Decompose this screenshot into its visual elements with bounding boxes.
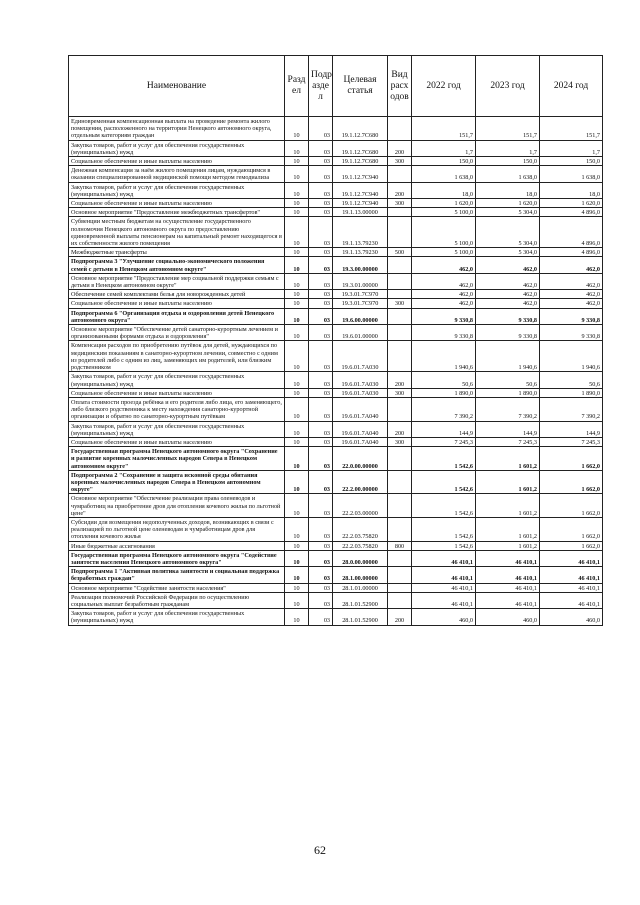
row-name-cell: Основное мероприятие "Содействие занятости населения" xyxy=(69,583,285,592)
row-target-article-cell: 28.1.01.00000 xyxy=(333,583,388,592)
row-name-cell: Закупка товаров, работ и услуг для обеспечения государственных (муниципальных) нужд xyxy=(69,182,285,198)
row-2024-cell: 4 896,0 xyxy=(540,208,603,217)
row-2024-cell: 1 662,0 xyxy=(540,541,603,550)
row-2022-cell: 1 890,0 xyxy=(412,388,476,397)
header-year-2023: 2023 год xyxy=(476,56,540,117)
row-expense-type-cell: 300 xyxy=(388,199,412,208)
row-2022-cell: 46 410,1 xyxy=(412,592,476,608)
table-row xyxy=(69,257,603,273)
row-2023-cell: 462,0 xyxy=(476,299,540,308)
row-expense-type-cell xyxy=(388,341,412,372)
row-2022-cell: 1 542,6 xyxy=(412,470,476,494)
row-name-cell: Реализация полномочий Российской Федерации по осуществлению социальных выплат безработным гражданам xyxy=(69,592,285,608)
header-year-2022: 2022 год xyxy=(412,56,476,117)
table-row xyxy=(69,217,603,248)
row-target-article-cell: 19.1.12.7С680 xyxy=(333,157,388,166)
row-razdel-cell: 10 xyxy=(285,217,309,248)
page-number: 62 xyxy=(314,843,326,857)
row-2024-cell: 1 638,0 xyxy=(540,166,603,182)
row-2023-cell: 1 601,2 xyxy=(476,447,540,471)
row-razdel-cell: 10 xyxy=(285,257,309,273)
row-expense-type-cell xyxy=(388,325,412,341)
row-expense-type-cell xyxy=(388,308,412,324)
row-expense-type-cell xyxy=(388,470,412,494)
row-2022-cell: 1 620,0 xyxy=(412,199,476,208)
row-razdel-cell: 10 xyxy=(285,388,309,397)
row-podrazdel-cell: 03 xyxy=(309,208,333,217)
row-2024-cell: 1 662,0 xyxy=(540,517,603,541)
row-2022-cell: 1,7 xyxy=(412,140,476,156)
row-razdel-cell: 10 xyxy=(285,421,309,437)
row-2023-cell: 46 410,1 xyxy=(476,550,540,566)
row-podrazdel-cell: 03 xyxy=(309,397,333,421)
row-razdel-cell: 10 xyxy=(285,166,309,182)
row-2023-cell: 462,0 xyxy=(476,257,540,273)
row-target-article-cell: 28.0.00.00000 xyxy=(333,550,388,566)
row-2023-cell: 1 601,2 xyxy=(476,494,540,518)
row-expense-type-cell xyxy=(388,257,412,273)
row-target-article-cell: 19.6.01.7А040 xyxy=(333,421,388,437)
row-target-article-cell: 19.3.01.7С970 xyxy=(333,290,388,299)
row-name-cell: Подпрограмма 2 "Сохранение и защита исконной среды обитания коренных малочисленных народов Севера в Ненецком автономном округе" xyxy=(69,470,285,494)
row-expense-type-cell: 500 xyxy=(388,248,412,257)
row-expense-type-cell xyxy=(388,583,412,592)
row-2022-cell: 5 100,0 xyxy=(412,208,476,217)
row-name-cell: Межбюджетные трансферты xyxy=(69,248,285,257)
budget-table xyxy=(68,55,603,626)
row-name-cell: Обеспечение семей комплектами белья для новорожденных детей xyxy=(69,290,285,299)
row-target-article-cell: 19.1.12.7С940 xyxy=(333,166,388,182)
row-2023-cell: 1 601,2 xyxy=(476,541,540,550)
row-razdel-cell: 10 xyxy=(285,550,309,566)
row-target-article-cell: 19.1.12.7С940 xyxy=(333,182,388,198)
row-target-article-cell: 19.1.13.00000 xyxy=(333,208,388,217)
row-2024-cell: 46 410,1 xyxy=(540,583,603,592)
row-podrazdel-cell: 03 xyxy=(309,257,333,273)
row-name-cell: Государственная программа Ненецкого автономного округа "Содействие занятости населения Ненецкого автономного округа" xyxy=(69,550,285,566)
row-name-cell: Единовременная компенсационная выплата на проведение ремонта жилого помещения, расположенного на территории Ненецкого автономного округа, отдельным категориям граждан xyxy=(69,117,285,141)
row-razdel-cell: 10 xyxy=(285,397,309,421)
row-2024-cell: 462,0 xyxy=(540,299,603,308)
row-podrazdel-cell: 03 xyxy=(309,217,333,248)
table-row xyxy=(69,273,603,289)
row-target-article-cell: 19.3.00.00000 xyxy=(333,257,388,273)
row-podrazdel-cell: 03 xyxy=(309,290,333,299)
row-2022-cell: 462,0 xyxy=(412,257,476,273)
row-2024-cell: 9 330,8 xyxy=(540,325,603,341)
header-expense-type: Вид расх одов xyxy=(388,56,412,117)
row-2022-cell: 462,0 xyxy=(412,273,476,289)
row-2024-cell: 462,0 xyxy=(540,257,603,273)
row-name-cell: Основное мероприятие "Предоставление мер социальной поддержки семьям с детьми в Ненецком автономном округе" xyxy=(69,273,285,289)
row-target-article-cell: 22.2.03.75820 xyxy=(333,517,388,541)
table-row xyxy=(69,421,603,437)
table-row xyxy=(69,470,603,494)
row-name-cell: Субвенции местным бюджетам на осуществление государственного полномочия Ненецкого автономного округа по предоставлению единовременной выплаты пенсионерам на капитальный ремонт находящегося в их собственности жилого помещения xyxy=(69,217,285,248)
row-name-cell: Социальное обеспечение и иные выплаты населению xyxy=(69,437,285,446)
row-2024-cell: 9 330,8 xyxy=(540,308,603,324)
row-2022-cell: 18,0 xyxy=(412,182,476,198)
table-row xyxy=(69,299,603,308)
row-name-cell: Закупка товаров, работ и услуг для обеспечения государственных (муниципальных) нужд xyxy=(69,609,285,625)
row-razdel-cell: 10 xyxy=(285,248,309,257)
row-name-cell: Закупка товаров, работ и услуг для обеспечения государственных (муниципальных) нужд xyxy=(69,140,285,156)
row-target-article-cell: 19.1.12.7С940 xyxy=(333,199,388,208)
row-2022-cell: 7 390,2 xyxy=(412,397,476,421)
row-2023-cell: 1 940,6 xyxy=(476,341,540,372)
row-2023-cell: 5 304,0 xyxy=(476,217,540,248)
row-2024-cell: 150,0 xyxy=(540,157,603,166)
table-row xyxy=(69,208,603,217)
row-2023-cell: 18,0 xyxy=(476,182,540,198)
row-razdel-cell: 10 xyxy=(285,447,309,471)
row-podrazdel-cell: 03 xyxy=(309,567,333,583)
row-2023-cell: 460,0 xyxy=(476,609,540,625)
row-name-cell: Подпрограмма 6 "Организация отдыха и оздоровления детей Ненецкого автономного округа" xyxy=(69,308,285,324)
row-name-cell: Закупка товаров, работ и услуг для обеспечения государственных (муниципальных) нужд xyxy=(69,372,285,388)
row-2023-cell: 1 638,0 xyxy=(476,166,540,182)
row-expense-type-cell xyxy=(388,273,412,289)
table-row xyxy=(69,550,603,566)
row-2023-cell: 46 410,1 xyxy=(476,567,540,583)
row-2022-cell: 1 940,6 xyxy=(412,341,476,372)
row-2023-cell: 462,0 xyxy=(476,273,540,289)
row-expense-type-cell: 200 xyxy=(388,182,412,198)
row-2022-cell: 144,9 xyxy=(412,421,476,437)
row-name-cell: Закупка товаров, работ и услуг для обеспечения государственных (муниципальных) нужд xyxy=(69,421,285,437)
row-razdel-cell: 10 xyxy=(285,308,309,324)
table-row xyxy=(69,248,603,257)
row-2023-cell: 1 890,0 xyxy=(476,388,540,397)
row-podrazdel-cell: 03 xyxy=(309,117,333,141)
row-2022-cell: 5 100,0 xyxy=(412,217,476,248)
row-2024-cell: 46 410,1 xyxy=(540,550,603,566)
row-podrazdel-cell: 03 xyxy=(309,308,333,324)
row-name-cell: Субсидии для возмещения недополученных доходов, возникающих в связи с реализацией по льготной цене оленеводам и чумработницам дров для отопления кочевого жилья xyxy=(69,517,285,541)
table-row xyxy=(69,541,603,550)
row-podrazdel-cell: 03 xyxy=(309,299,333,308)
budget-table-page xyxy=(68,55,602,626)
row-2024-cell: 50,6 xyxy=(540,372,603,388)
row-2022-cell: 460,0 xyxy=(412,609,476,625)
row-expense-type-cell: 800 xyxy=(388,541,412,550)
row-2023-cell: 5 304,0 xyxy=(476,248,540,257)
row-podrazdel-cell: 03 xyxy=(309,388,333,397)
row-podrazdel-cell: 03 xyxy=(309,583,333,592)
row-target-article-cell: 22.2.03.75820 xyxy=(333,541,388,550)
row-razdel-cell: 10 xyxy=(285,299,309,308)
row-name-cell: Иные бюджетные ассигнования xyxy=(69,541,285,550)
table-row xyxy=(69,517,603,541)
row-razdel-cell: 10 xyxy=(285,117,309,141)
row-name-cell: Основное мероприятие "Предоставление межбюджетных трансфертов" xyxy=(69,208,285,217)
row-target-article-cell: 19.3.01.00000 xyxy=(333,273,388,289)
row-target-article-cell: 19.6.01.00000 xyxy=(333,325,388,341)
table-row xyxy=(69,592,603,608)
row-expense-type-cell xyxy=(388,117,412,141)
row-2022-cell: 1 542,6 xyxy=(412,517,476,541)
row-podrazdel-cell: 03 xyxy=(309,550,333,566)
row-2023-cell: 1 601,2 xyxy=(476,517,540,541)
table-row xyxy=(69,166,603,182)
row-razdel-cell: 10 xyxy=(285,182,309,198)
row-2022-cell: 150,0 xyxy=(412,157,476,166)
row-podrazdel-cell: 03 xyxy=(309,140,333,156)
row-razdel-cell: 10 xyxy=(285,372,309,388)
row-razdel-cell: 10 xyxy=(285,541,309,550)
row-expense-type-cell: 300 xyxy=(388,388,412,397)
row-target-article-cell: 19.3.01.7С970 xyxy=(333,299,388,308)
row-2022-cell: 151,7 xyxy=(412,117,476,141)
row-2024-cell: 1 662,0 xyxy=(540,494,603,518)
row-razdel-cell: 10 xyxy=(285,341,309,372)
row-razdel-cell: 10 xyxy=(285,208,309,217)
row-name-cell: Социальное обеспечение и иные выплаты населению xyxy=(69,157,285,166)
row-2024-cell: 1 940,6 xyxy=(540,341,603,372)
table-header-row xyxy=(69,56,603,117)
row-podrazdel-cell: 03 xyxy=(309,494,333,518)
row-2024-cell: 1 662,0 xyxy=(540,470,603,494)
header-year-2024: 2024 год xyxy=(540,56,603,117)
row-2024-cell: 1 620,0 xyxy=(540,199,603,208)
row-2022-cell: 5 100,0 xyxy=(412,248,476,257)
table-row xyxy=(69,583,603,592)
table-row xyxy=(69,388,603,397)
row-podrazdel-cell: 03 xyxy=(309,325,333,341)
row-razdel-cell: 10 xyxy=(285,273,309,289)
row-target-article-cell: 19.1.12.7С680 xyxy=(333,117,388,141)
table-body xyxy=(69,117,603,626)
row-2024-cell: 462,0 xyxy=(540,290,603,299)
table-row xyxy=(69,567,603,583)
row-razdel-cell: 10 xyxy=(285,157,309,166)
row-target-article-cell: 28.1.01.52900 xyxy=(333,609,388,625)
table-row xyxy=(69,182,603,198)
table-row xyxy=(69,437,603,446)
row-target-article-cell: 19.1.13.79230 xyxy=(333,248,388,257)
row-target-article-cell: 19.1.12.7С680 xyxy=(333,140,388,156)
table-row xyxy=(69,308,603,324)
row-razdel-cell: 10 xyxy=(285,494,309,518)
row-expense-type-cell xyxy=(388,567,412,583)
row-target-article-cell: 19.6.01.7А030 xyxy=(333,372,388,388)
row-2022-cell: 46 410,1 xyxy=(412,567,476,583)
row-2023-cell: 1 620,0 xyxy=(476,199,540,208)
row-razdel-cell: 10 xyxy=(285,437,309,446)
header-razdel: Разд ел xyxy=(285,56,309,117)
row-name-cell: Денежная компенсация за наём жилого помещения лицам, нуждающимся в оказании специализированной медицинской помощи методом гемодиализа xyxy=(69,166,285,182)
row-target-article-cell: 28.1.01.52900 xyxy=(333,592,388,608)
row-name-cell: Подпрограмма 1 "Активная политика занятости и социальная поддержка безработных граждан" xyxy=(69,567,285,583)
row-name-cell: Оплата стоимости проезда ребёнка и его родителя либо лица, его заменяющего, либо близкого родственника к месту нахождения санаторно-курортной организации и обратно по санаторно-курортным путёвкам xyxy=(69,397,285,421)
row-2022-cell: 7 245,3 xyxy=(412,437,476,446)
row-name-cell: Основное мероприятие "Обеспечение реализации права оленеводов и чумработниц на приобретение дров для отопления кочевого жилья по льготной цене" xyxy=(69,494,285,518)
row-expense-type-cell xyxy=(388,517,412,541)
row-2023-cell: 462,0 xyxy=(476,290,540,299)
row-2022-cell: 1 542,6 xyxy=(412,494,476,518)
row-2023-cell: 1 601,2 xyxy=(476,470,540,494)
row-2024-cell: 460,0 xyxy=(540,609,603,625)
row-2024-cell: 4 896,0 xyxy=(540,248,603,257)
row-name-cell: Основное мероприятие "Обеспечение детей санаторно-курортным лечением и организованными формами отдыха и оздоровления" xyxy=(69,325,285,341)
row-razdel-cell: 10 xyxy=(285,592,309,608)
table-row xyxy=(69,140,603,156)
row-2024-cell: 46 410,1 xyxy=(540,567,603,583)
row-podrazdel-cell: 03 xyxy=(309,273,333,289)
table-row xyxy=(69,397,603,421)
row-2024-cell: 1,7 xyxy=(540,140,603,156)
row-2024-cell: 7 390,2 xyxy=(540,397,603,421)
row-2023-cell: 5 304,0 xyxy=(476,208,540,217)
row-expense-type-cell: 300 xyxy=(388,437,412,446)
row-2024-cell: 462,0 xyxy=(540,273,603,289)
row-2024-cell: 1 890,0 xyxy=(540,388,603,397)
table-row xyxy=(69,609,603,625)
row-name-cell: Подпрограмма 3 "Улучшение социально-экономического положения семей с детьми в Ненецком автономном округе" xyxy=(69,257,285,273)
table-row xyxy=(69,494,603,518)
row-razdel-cell: 10 xyxy=(285,140,309,156)
row-target-article-cell: 22.2.00.00000 xyxy=(333,470,388,494)
row-podrazdel-cell: 03 xyxy=(309,248,333,257)
row-expense-type-cell xyxy=(388,550,412,566)
row-podrazdel-cell: 03 xyxy=(309,437,333,446)
row-target-article-cell: 28.1.00.00000 xyxy=(333,567,388,583)
row-2023-cell: 50,6 xyxy=(476,372,540,388)
row-2022-cell: 1 542,6 xyxy=(412,447,476,471)
table-row xyxy=(69,341,603,372)
row-podrazdel-cell: 03 xyxy=(309,372,333,388)
row-podrazdel-cell: 03 xyxy=(309,592,333,608)
row-name-cell: Социальное обеспечение и иные выплаты населению xyxy=(69,199,285,208)
row-podrazdel-cell: 03 xyxy=(309,421,333,437)
row-name-cell: Социальное обеспечение и иные выплаты населению xyxy=(69,388,285,397)
row-podrazdel-cell: 03 xyxy=(309,341,333,372)
row-podrazdel-cell: 03 xyxy=(309,470,333,494)
row-2023-cell: 151,7 xyxy=(476,117,540,141)
row-razdel-cell: 10 xyxy=(285,567,309,583)
row-podrazdel-cell: 03 xyxy=(309,447,333,471)
table-row xyxy=(69,157,603,166)
row-2024-cell: 46 410,1 xyxy=(540,592,603,608)
row-target-article-cell: 22.0.00.00000 xyxy=(333,447,388,471)
row-expense-type-cell xyxy=(388,592,412,608)
row-2023-cell: 1,7 xyxy=(476,140,540,156)
row-expense-type-cell xyxy=(388,397,412,421)
header-podrazdel: Подр азде л xyxy=(309,56,333,117)
row-2023-cell: 150,0 xyxy=(476,157,540,166)
row-2022-cell: 1 542,6 xyxy=(412,541,476,550)
table-row xyxy=(69,117,603,141)
row-target-article-cell: 19.1.13.79230 xyxy=(333,217,388,248)
row-2022-cell: 9 330,8 xyxy=(412,325,476,341)
row-2022-cell: 50,6 xyxy=(412,372,476,388)
row-podrazdel-cell: 03 xyxy=(309,541,333,550)
table-row xyxy=(69,325,603,341)
row-expense-type-cell xyxy=(388,217,412,248)
row-expense-type-cell: 200 xyxy=(388,421,412,437)
row-expense-type-cell xyxy=(388,208,412,217)
row-razdel-cell: 10 xyxy=(285,583,309,592)
row-target-article-cell: 19.6.01.7А030 xyxy=(333,341,388,372)
row-podrazdel-cell: 03 xyxy=(309,517,333,541)
header-target-article: Целевая статья xyxy=(333,56,388,117)
row-2022-cell: 462,0 xyxy=(412,299,476,308)
row-podrazdel-cell: 03 xyxy=(309,182,333,198)
row-target-article-cell: 22.2.03.00000 xyxy=(333,494,388,518)
row-razdel-cell: 10 xyxy=(285,517,309,541)
row-target-article-cell: 19.6.01.7А040 xyxy=(333,397,388,421)
row-expense-type-cell xyxy=(388,166,412,182)
row-podrazdel-cell: 03 xyxy=(309,157,333,166)
row-2023-cell: 9 330,8 xyxy=(476,308,540,324)
row-2022-cell: 462,0 xyxy=(412,290,476,299)
row-2024-cell: 144,9 xyxy=(540,421,603,437)
row-expense-type-cell: 200 xyxy=(388,609,412,625)
row-target-article-cell: 19.6.01.7А030 xyxy=(333,388,388,397)
row-razdel-cell: 10 xyxy=(285,470,309,494)
row-2022-cell: 46 410,1 xyxy=(412,583,476,592)
table-row xyxy=(69,447,603,471)
row-name-cell: Государственная программа Ненецкого автономного округа "Сохранение и развитие коренных малочисленных народов Севера в Ненецком автономном округе" xyxy=(69,447,285,471)
row-2023-cell: 144,9 xyxy=(476,421,540,437)
row-expense-type-cell xyxy=(388,290,412,299)
row-2024-cell: 1 662,0 xyxy=(540,447,603,471)
row-podrazdel-cell: 03 xyxy=(309,609,333,625)
row-2024-cell: 151,7 xyxy=(540,117,603,141)
row-2024-cell: 7 245,3 xyxy=(540,437,603,446)
row-2024-cell: 4 896,0 xyxy=(540,217,603,248)
row-name-cell: Социальное обеспечение и иные выплаты населению xyxy=(69,299,285,308)
table-row xyxy=(69,372,603,388)
table-row xyxy=(69,199,603,208)
row-expense-type-cell: 200 xyxy=(388,140,412,156)
row-podrazdel-cell: 03 xyxy=(309,166,333,182)
row-razdel-cell: 10 xyxy=(285,325,309,341)
row-name-cell: Компенсация расходов по приобретению путёвок для детей, нуждающихся по медицинским показаниям в санаторно-курортном лечении, совместно с одним из родителей либо с одним из лиц, заменяющих им родителей, или близким родственником xyxy=(69,341,285,372)
row-target-article-cell: 19.6.01.7А040 xyxy=(333,437,388,446)
row-expense-type-cell: 300 xyxy=(388,299,412,308)
row-2022-cell: 9 330,8 xyxy=(412,308,476,324)
header-name: Наименование xyxy=(69,56,285,117)
table-row xyxy=(69,290,603,299)
row-razdel-cell: 10 xyxy=(285,199,309,208)
row-podrazdel-cell: 03 xyxy=(309,199,333,208)
row-2023-cell: 7 390,2 xyxy=(476,397,540,421)
row-2023-cell: 9 330,8 xyxy=(476,325,540,341)
row-2022-cell: 46 410,1 xyxy=(412,550,476,566)
row-expense-type-cell: 300 xyxy=(388,157,412,166)
row-expense-type-cell: 200 xyxy=(388,372,412,388)
row-2022-cell: 1 638,0 xyxy=(412,166,476,182)
row-target-article-cell: 19.6.00.00000 xyxy=(333,308,388,324)
row-2023-cell: 46 410,1 xyxy=(476,583,540,592)
row-2023-cell: 7 245,3 xyxy=(476,437,540,446)
row-2023-cell: 46 410,1 xyxy=(476,592,540,608)
row-razdel-cell: 10 xyxy=(285,609,309,625)
row-expense-type-cell xyxy=(388,447,412,471)
row-expense-type-cell xyxy=(388,494,412,518)
row-razdel-cell: 10 xyxy=(285,290,309,299)
row-2024-cell: 18,0 xyxy=(540,182,603,198)
